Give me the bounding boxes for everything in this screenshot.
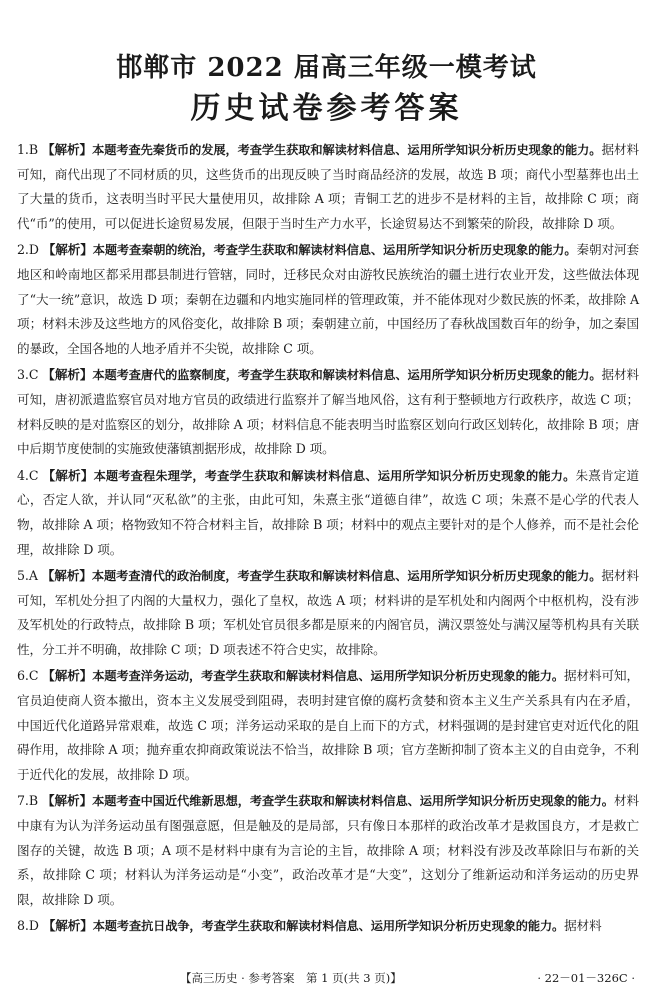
question-focus: 本题考查清代的政治制度，考查学生获取和解读材料信息、运用所学知识分析历史现象的能力。: [91, 569, 602, 584]
question-focus: 本题考查中国近代维新思想，考查学生获取和解读材料信息、运用所学知识分析历史现象的能力。: [92, 794, 614, 809]
answer-item-1: [17, 138, 639, 236]
question-focus: 本题考查唐代的监察制度，考查学生获取和解读材料信息、运用所学知识分析历史现象的能力。: [92, 368, 602, 383]
analysis-text: 据材料可知，唐初派遣监察官员对地方官员的政绩进行监察并了解当地风俗，这有利于整顿地方行政秩序，故选 C 项；材料反映的是对监察区的划分，故排除 A 项；材料信息不能表明当时监察区划向行政区划转化，故排除 B 项；唐中后期节度使制的实施致使藩镇割据形成，故排除 D 项。: [17, 367, 639, 457]
answer-item-6: [17, 664, 639, 787]
analysis-text: 据材料可知，官员迫使商人资本撤出，资本主义发展受到阻碍，表明封建官僚的腐朽贪婪和资本主义生产关系具有内在矛盾，中国近代化道路异常艰难，故选 C 项；洋务运动采取的是自上而下的方式，材料强调的是封建官吏对近代化的阻碍作用，故排除 A 项；抛弃重农抑商政策说法不恰当，故排除 B 项；官方垄断抑制了资本主义的自由竞争，不利于近代化的发展，故排除 D 项。: [17, 668, 639, 782]
answer-number: 5.A: [17, 568, 38, 584]
answer-number: 7.B: [17, 793, 38, 809]
analysis-text: 据材料可知，商代出现了不同材质的贝，这些货币的出现反映了当时商品经济的发展，故选 B 项；商代小型墓葬也出土了大量的货币，这表明当时平民大量使用贝，故排除 A 项；青铜工艺的进步不是材料的主旨，故排除 C 项；商代“币”的使用，可以促进长途贸易发展，但限于当时生产力水平，长途贸易达不到繁荣的阶段，故排除 D 项。: [17, 142, 639, 231]
analysis-text: 秦朝对河套地区和岭南地区都采用郡县制进行管辖，同时，迁移民众对由游牧民族统治的疆土进行农业开发，这些做法体现了“大一统”意识，故选 D 项；秦朝在边疆和内地实施同样的管理政策，并不能体现对少数民族的怀柔，故排除 A 项；材料未涉及这些地方的风俗变化，故排除 B 项；秦朝建立前，中国经历了春秋战国数百年的纷争，加之秦国的暴政，全国各地的人地矛盾并不尖锐，故排除 C 项。: [17, 242, 639, 356]
question-focus: 本题考查程朱理学，考查学生获取和解读材料信息、运用所学知识分析历史现象的能力。: [93, 468, 576, 483]
answer-number: 8.D: [17, 918, 39, 934]
answer-number: 6.C: [17, 668, 39, 684]
answer-item-7: [17, 789, 639, 912]
footer-code: · 22－01－326C ·: [537, 971, 635, 985]
analysis-tag: 【解析】: [41, 568, 92, 584]
answer-list: [17, 138, 639, 941]
analysis-text: 材料中康有为认为洋务运动虽有图强意愿，但是触及的是局部，只有像日本那样的政治改革才是救国良方，才是救亡图存的关键，故选 B 项；A 项不是材料中康有为言论的主旨，故排除 A 项；材料没有涉及改革除旧与布新的关系，故排除 C 项；材料认为洋务运动是“小变”，政治改革才是“大变”，这划分了维新运动和洋务运动的历史界限，故排除 D 项。: [17, 793, 639, 907]
analysis-tag: 【解析】: [41, 793, 93, 809]
analysis-text: 朱熹肯定道心，否定人欲，并认同“灭私欲”的主张，由此可知，朱熹主张“道德自律”，故选 C 项；朱熹不是心学的代表人物，故排除 A 项；格物致知不符合材料主旨，故排除 B 项；材料中的观点主要针对的是个人修养，而不是社会伦理，故排除 D 项。: [17, 467, 639, 557]
analysis-tag: 【解析】: [42, 367, 93, 383]
analysis-tag: 【解析】: [42, 467, 94, 483]
analysis-tag: 【解析】: [42, 918, 93, 934]
analysis-tag: 【解析】: [42, 242, 93, 258]
answer-number: 1.B: [17, 142, 38, 157]
answer-number: 2.D: [17, 242, 39, 258]
answer-item-3: [17, 363, 639, 461]
answer-item-5: [17, 564, 639, 662]
question-focus: 本题考查秦朝的统治，考查学生获取和解读材料信息、运用所学知识分析历史现象的能力。: [92, 243, 577, 258]
analysis-text: 据材料: [564, 918, 602, 934]
exam-title: 邯郸市 2022 届高三年级一模考试: [116, 53, 537, 83]
answer-number: 3.C: [17, 367, 39, 383]
question-focus: 本题考查先秦货币的发展，考查学生获取和解读材料信息、运用所学知识分析历史现象的能力。: [92, 143, 602, 157]
analysis-tag: 【解析】: [41, 142, 93, 157]
question-focus: 本题考查抗日战争，考查学生获取和解读材料信息、运用所学知识分析历史现象的能力。: [92, 919, 565, 934]
answer-item-8: [17, 914, 639, 939]
footer-page-info: 【高三历史 · 参考答案 第 1 页(共 3 页)】: [180, 971, 402, 985]
analysis-text: 据材料可知，军机处分担了内阁的大量权力，强化了皇权，故选 A 项；材料讲的是军机处和内阁两个中枢机构，没有涉及军机处的行政特点，故排除 B 项；军机处官员很多都是原来的内阁官员，满汉票签处与满汉屋等机构具有关联性，分工并不明确，故排除 C 项；D 项表述不符合史实，故排除。: [17, 568, 639, 657]
analysis-tag: 【解析】: [42, 668, 93, 684]
question-focus: 本题考查洋务运动，考查学生获取和解读材料信息、运用所学知识分析历史现象的能力。: [92, 669, 564, 684]
answer-item-4: [17, 464, 639, 562]
answer-key-title: 历史试卷参考答案: [190, 91, 463, 126]
answer-item-2: [17, 238, 639, 361]
answer-number: 4.C: [17, 467, 39, 483]
